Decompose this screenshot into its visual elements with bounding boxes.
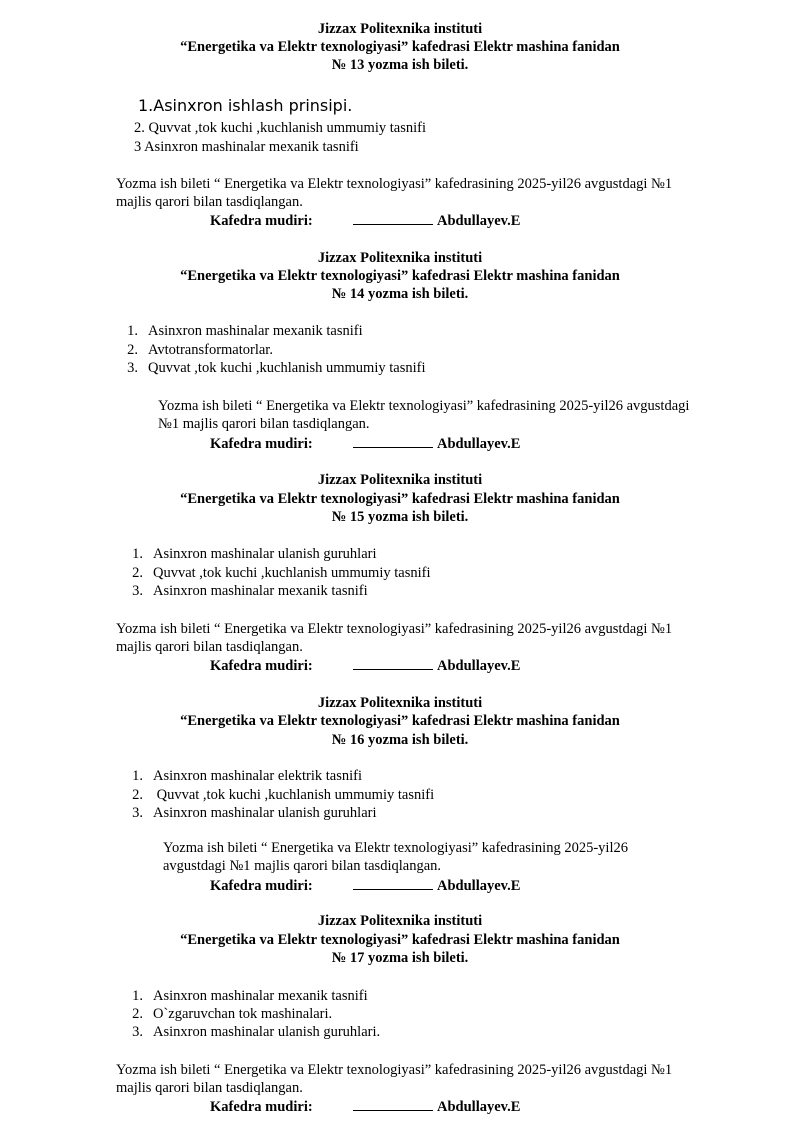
question-text: Asinxron mashinalar mexanik tasnifi bbox=[153, 583, 368, 599]
signature-name: Abdullayev.E bbox=[437, 1099, 521, 1115]
department-title: “Energetika va Elektr texnologiyasi” kafedrasi Elektr mashina fanidan bbox=[180, 491, 620, 507]
question-text: Asinxron mashinalar ulanish guruhlari bbox=[153, 805, 377, 821]
signature-name: Abdullayev.E bbox=[437, 878, 521, 894]
question-item bbox=[121, 786, 434, 804]
ticket-title: № 17 yozma ish bileti. bbox=[331, 950, 469, 966]
question-text: Quvvat ,tok kuchi ,kuchlanish ummumiy tasnifi bbox=[148, 360, 426, 376]
question-number: 3. bbox=[132, 1024, 143, 1040]
question-item bbox=[116, 341, 273, 359]
signature-line bbox=[353, 876, 433, 890]
signature-role: Kafedra mudiri: bbox=[210, 658, 313, 674]
department-title: “Energetika va Elektr texnologiyasi” kafedrasi Elektr mashina fanidan bbox=[180, 268, 620, 284]
signature-block bbox=[210, 876, 520, 895]
signature-name: Abdullayev.E bbox=[437, 658, 521, 674]
approval-line: Yozma ish bileti “ Energetika va Elektr texnologiyasi” kafedrasining 2025-yil26 avgustdagi №1 bbox=[116, 176, 673, 192]
question-number: 1. bbox=[127, 323, 138, 339]
question-item bbox=[121, 1023, 380, 1041]
question-number: 3. bbox=[132, 583, 143, 599]
question-number: 3. bbox=[127, 360, 138, 376]
question-number: 2. bbox=[134, 120, 145, 136]
approval-line: Yozma ish bileti “ Energetika va Elektr texnologiyasi” kafedrasining 2025-yil26 avgustdagi №1 bbox=[116, 1062, 673, 1078]
question-item bbox=[134, 138, 359, 156]
ticket-title: № 14 yozma ish bileti. bbox=[331, 286, 469, 302]
question-text: Asinxron mashinalar mexanik tasnifi bbox=[144, 139, 359, 155]
question-number: 2. bbox=[132, 565, 143, 581]
question-text: O`zgaruvchan tok mashinalari. bbox=[153, 1006, 333, 1022]
signature-role: Kafedra mudiri: bbox=[210, 436, 313, 452]
institute-title: Jizzax Politexnika instituti bbox=[317, 21, 483, 37]
signature-role: Kafedra mudiri: bbox=[210, 1099, 313, 1115]
question-text: Avtotransformatorlar. bbox=[148, 342, 273, 358]
approval-line: majlis qarori bilan tasdiqlangan. bbox=[116, 194, 303, 210]
question-text: Quvvat ,tok kuchi ,kuchlanish ummumiy tasnifi bbox=[148, 120, 426, 136]
signature-role: Kafedra mudiri: bbox=[210, 878, 313, 894]
question-item bbox=[121, 804, 377, 822]
question-item bbox=[121, 582, 368, 600]
question-text: Asinxron ishlash prinsipi. bbox=[153, 96, 353, 115]
ticket-title: № 15 yozma ish bileti. bbox=[331, 509, 469, 525]
signature-name: Abdullayev.E bbox=[437, 436, 521, 452]
question-text: Quvvat ,tok kuchi ,kuchlanish ummumiy tasnifi bbox=[153, 787, 435, 803]
signature-line bbox=[353, 211, 433, 225]
question-number: 1. bbox=[132, 988, 143, 1004]
approval-line: Yozma ish bileti “ Energetika va Elektr texnologiyasi” kafedrasining 2025-yil26 avgustdagi bbox=[158, 398, 690, 414]
question-number: 1. bbox=[132, 546, 143, 562]
institute-title: Jizzax Politexnika instituti bbox=[317, 250, 483, 266]
question-item bbox=[121, 564, 430, 582]
question-item bbox=[138, 96, 352, 116]
question-number: 1. bbox=[138, 96, 154, 115]
signature-line bbox=[353, 656, 433, 670]
approval-line: №1 majlis qarori bilan tasdiqlangan. bbox=[158, 416, 370, 432]
department-title: “Energetika va Elektr texnologiyasi” kafedrasi Elektr mashina fanidan bbox=[180, 932, 620, 948]
approval-line: majlis qarori bilan tasdiqlangan. bbox=[116, 639, 303, 655]
approval-line: Yozma ish bileti “ Energetika va Elektr texnologiyasi” kafedrasining 2025-yil26 bbox=[163, 840, 628, 856]
question-text: Asinxron mashinalar ulanish guruhlari bbox=[153, 546, 377, 562]
approval-line: Yozma ish bileti “ Energetika va Elektr texnologiyasi” kafedrasining 2025-yil26 avgustdagi №1 bbox=[116, 621, 673, 637]
signature-role: Kafedra mudiri: bbox=[210, 213, 313, 229]
institute-title: Jizzax Politexnika instituti bbox=[317, 695, 483, 711]
signature-block bbox=[210, 211, 520, 230]
department-title: “Energetika va Elektr texnologiyasi” kafedrasi Elektr mashina fanidan bbox=[180, 713, 620, 729]
question-text: Asinxron mashinalar ulanish guruhlari. bbox=[153, 1024, 381, 1040]
question-text: Asinxron mashinalar elektrik tasnifi bbox=[153, 768, 362, 784]
question-number: 2. bbox=[127, 342, 138, 358]
question-number: 3. bbox=[132, 805, 143, 821]
ticket-title: № 16 yozma ish bileti. bbox=[331, 732, 469, 748]
question-number: 2. bbox=[132, 1006, 143, 1022]
question-number: 1. bbox=[132, 768, 143, 784]
ticket-title: № 13 yozma ish bileti. bbox=[331, 57, 469, 73]
approval-line: majlis qarori bilan tasdiqlangan. bbox=[116, 1080, 303, 1096]
question-text: Asinxron mashinalar mexanik tasnifi bbox=[153, 988, 368, 1004]
question-item bbox=[116, 322, 363, 340]
question-item bbox=[116, 359, 425, 377]
question-item bbox=[121, 987, 368, 1005]
question-text: Quvvat ,tok kuchi ,kuchlanish ummumiy tasnifi bbox=[153, 565, 431, 581]
institute-title: Jizzax Politexnika instituti bbox=[317, 472, 483, 488]
signature-block bbox=[210, 656, 520, 675]
question-text: Asinxron mashinalar mexanik tasnifi bbox=[148, 323, 363, 339]
signature-name: Abdullayev.E bbox=[437, 213, 521, 229]
approval-line: avgustdagi №1 majlis qarori bilan tasdiqlangan. bbox=[163, 858, 441, 874]
question-item bbox=[121, 1005, 332, 1023]
signature-block bbox=[210, 434, 520, 453]
department-title: “Energetika va Elektr texnologiyasi” kafedrasi Elektr mashina fanidan bbox=[180, 39, 620, 55]
institute-title: Jizzax Politexnika instituti bbox=[317, 913, 483, 929]
signature-line bbox=[353, 434, 433, 448]
question-number: 2. bbox=[132, 787, 143, 803]
question-item bbox=[121, 545, 377, 563]
question-item bbox=[121, 767, 362, 785]
signature-block bbox=[210, 1097, 520, 1116]
question-number: 3 bbox=[134, 139, 142, 155]
signature-line bbox=[353, 1097, 433, 1111]
question-item bbox=[134, 119, 426, 137]
